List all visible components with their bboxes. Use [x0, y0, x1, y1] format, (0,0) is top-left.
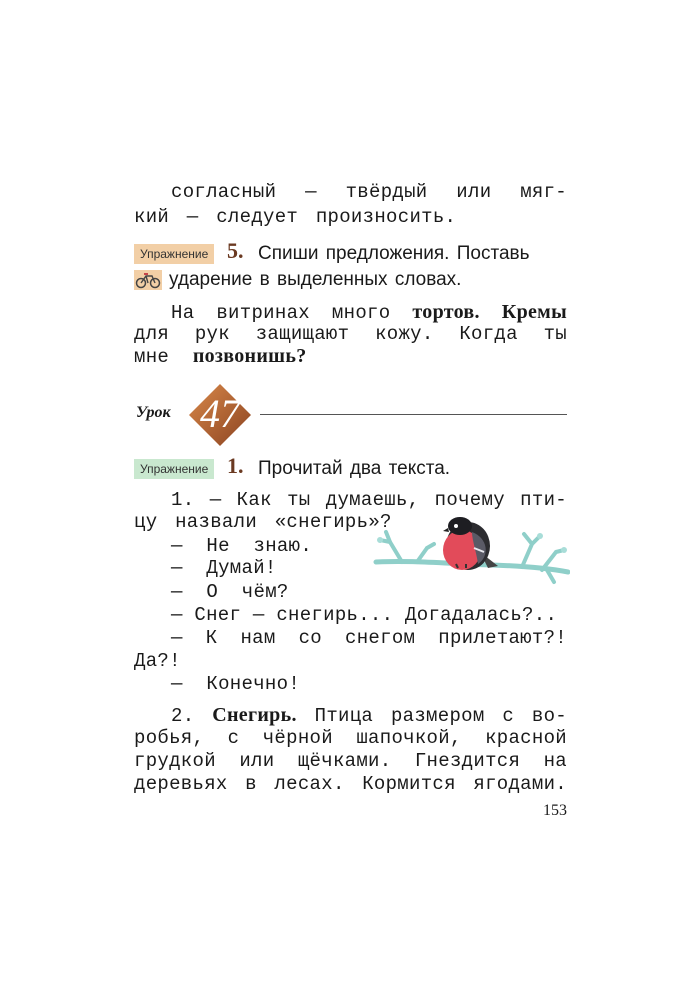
- bold-word: позвонишь?: [192, 345, 307, 367]
- exercise-instruction-line-2: ударение в выделенных словах.: [169, 269, 462, 290]
- plain-text: Птица размером с во-: [314, 705, 568, 727]
- intro-word: твёрдый: [345, 181, 428, 203]
- text1-line-3: — Не знаю.: [171, 535, 313, 557]
- intro-word: мяг-: [520, 181, 567, 203]
- text1-line-4: — Думай!: [171, 557, 277, 579]
- text1-line-8: Да?!: [134, 650, 181, 672]
- text1-line-2: цу назвали «снегирь»?: [134, 511, 392, 533]
- lesson-divider: [260, 414, 567, 415]
- exercise-instruction: Прочитай два текста.: [258, 458, 451, 479]
- text1-line-5: — О чём?: [171, 581, 289, 603]
- text1-line-6: — Снег — снегирь... Догадалась?..: [171, 604, 558, 626]
- bullfinch-illustration: [372, 510, 570, 590]
- bold-word: Кремы: [501, 301, 568, 323]
- exercise-number: 1.: [227, 453, 244, 478]
- text1-line-9: — Конечно!: [171, 673, 301, 695]
- lesson-number: 47: [200, 391, 240, 436]
- text2-line-4: деревьях в лесах. Кормится ягодами.: [134, 773, 567, 795]
- intro-line-2: кий — следует произносить.: [134, 206, 457, 228]
- page-number: 153: [543, 802, 567, 819]
- plain-text: мне: [134, 346, 170, 368]
- intro-line-1: [171, 180, 567, 204]
- exercise5-text-line-3: [134, 344, 567, 369]
- intro-word: согласный: [171, 181, 277, 203]
- text1-line-1: 1. — Как ты думаешь, почему пти-: [171, 489, 567, 511]
- exercise-instruction-line-1: Спиши предложения. Поставь: [258, 243, 530, 264]
- text1-line-7: — К нам со снегом прилетают?!: [171, 627, 567, 649]
- bold-word: Снегирь.: [212, 704, 297, 726]
- plain-text: 2.: [171, 705, 195, 727]
- exercise-badge: Упражнение: [134, 244, 214, 264]
- exercise5-text-line-2: для рук защищают кожу. Когда ты: [134, 323, 567, 345]
- bicycle-icon: [134, 270, 162, 290]
- bold-word: тортов.: [412, 301, 480, 323]
- exercise-badge: Упражнение: [134, 459, 214, 479]
- text2-line-3: грудкой или щёчками. Гнездится на: [134, 750, 567, 772]
- lesson-label: Урок: [136, 404, 171, 421]
- plain-text: На витринах много: [171, 302, 391, 324]
- text2-line-2: робья, с чёрной шапочкой, красной: [134, 727, 567, 749]
- intro-word: или: [456, 181, 492, 203]
- text2-line-1: [171, 703, 567, 728]
- intro-word: —: [305, 181, 317, 203]
- exercise-number: 5.: [227, 238, 244, 263]
